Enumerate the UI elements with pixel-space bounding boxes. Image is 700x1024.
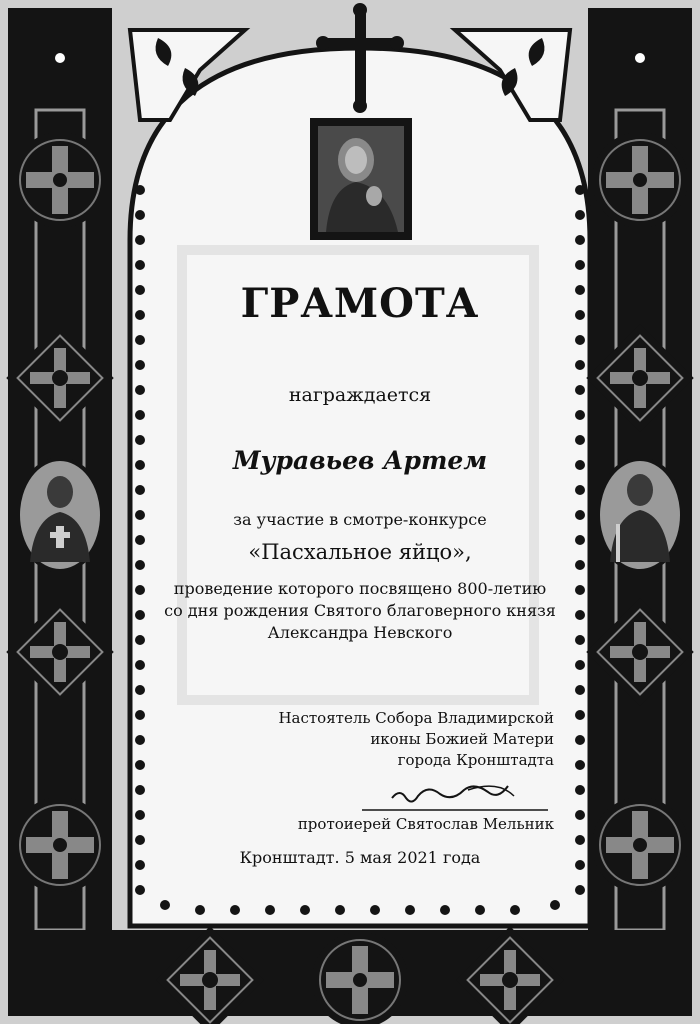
recipient-name: Муравьев Артем	[232, 446, 488, 475]
date-place: Кронштадт. 5 мая 2021 года	[239, 848, 481, 867]
signatory-position	[278, 708, 554, 771]
contest-name: «Пасхальное яйцо»,	[248, 540, 472, 564]
dedication-line: проведение которого посвящено 800-летию	[173, 579, 547, 598]
theotokos-icon	[310, 118, 412, 240]
certificate-title: ГРАМОТА	[240, 280, 480, 327]
signatory-position-line: города Кронштадта	[397, 751, 554, 769]
signatory-position-line: иконы Божией Матери	[370, 730, 554, 748]
signatory-position-line: Настоятель Собора Владимирской	[278, 709, 554, 727]
saint-medallion-left	[18, 459, 102, 571]
dedication-text	[140, 578, 580, 644]
dedication-line: со дня рождения Святого благоверного князя	[164, 601, 556, 620]
awarded-line: награждается	[288, 384, 432, 406]
dedication-line: Александра Невского	[267, 623, 453, 642]
saint-medallion-right	[598, 459, 682, 571]
signatory-name: протоиерей Святослав Мельник	[297, 815, 554, 833]
award-reason: за участие в смотре-конкурсе	[233, 510, 487, 529]
